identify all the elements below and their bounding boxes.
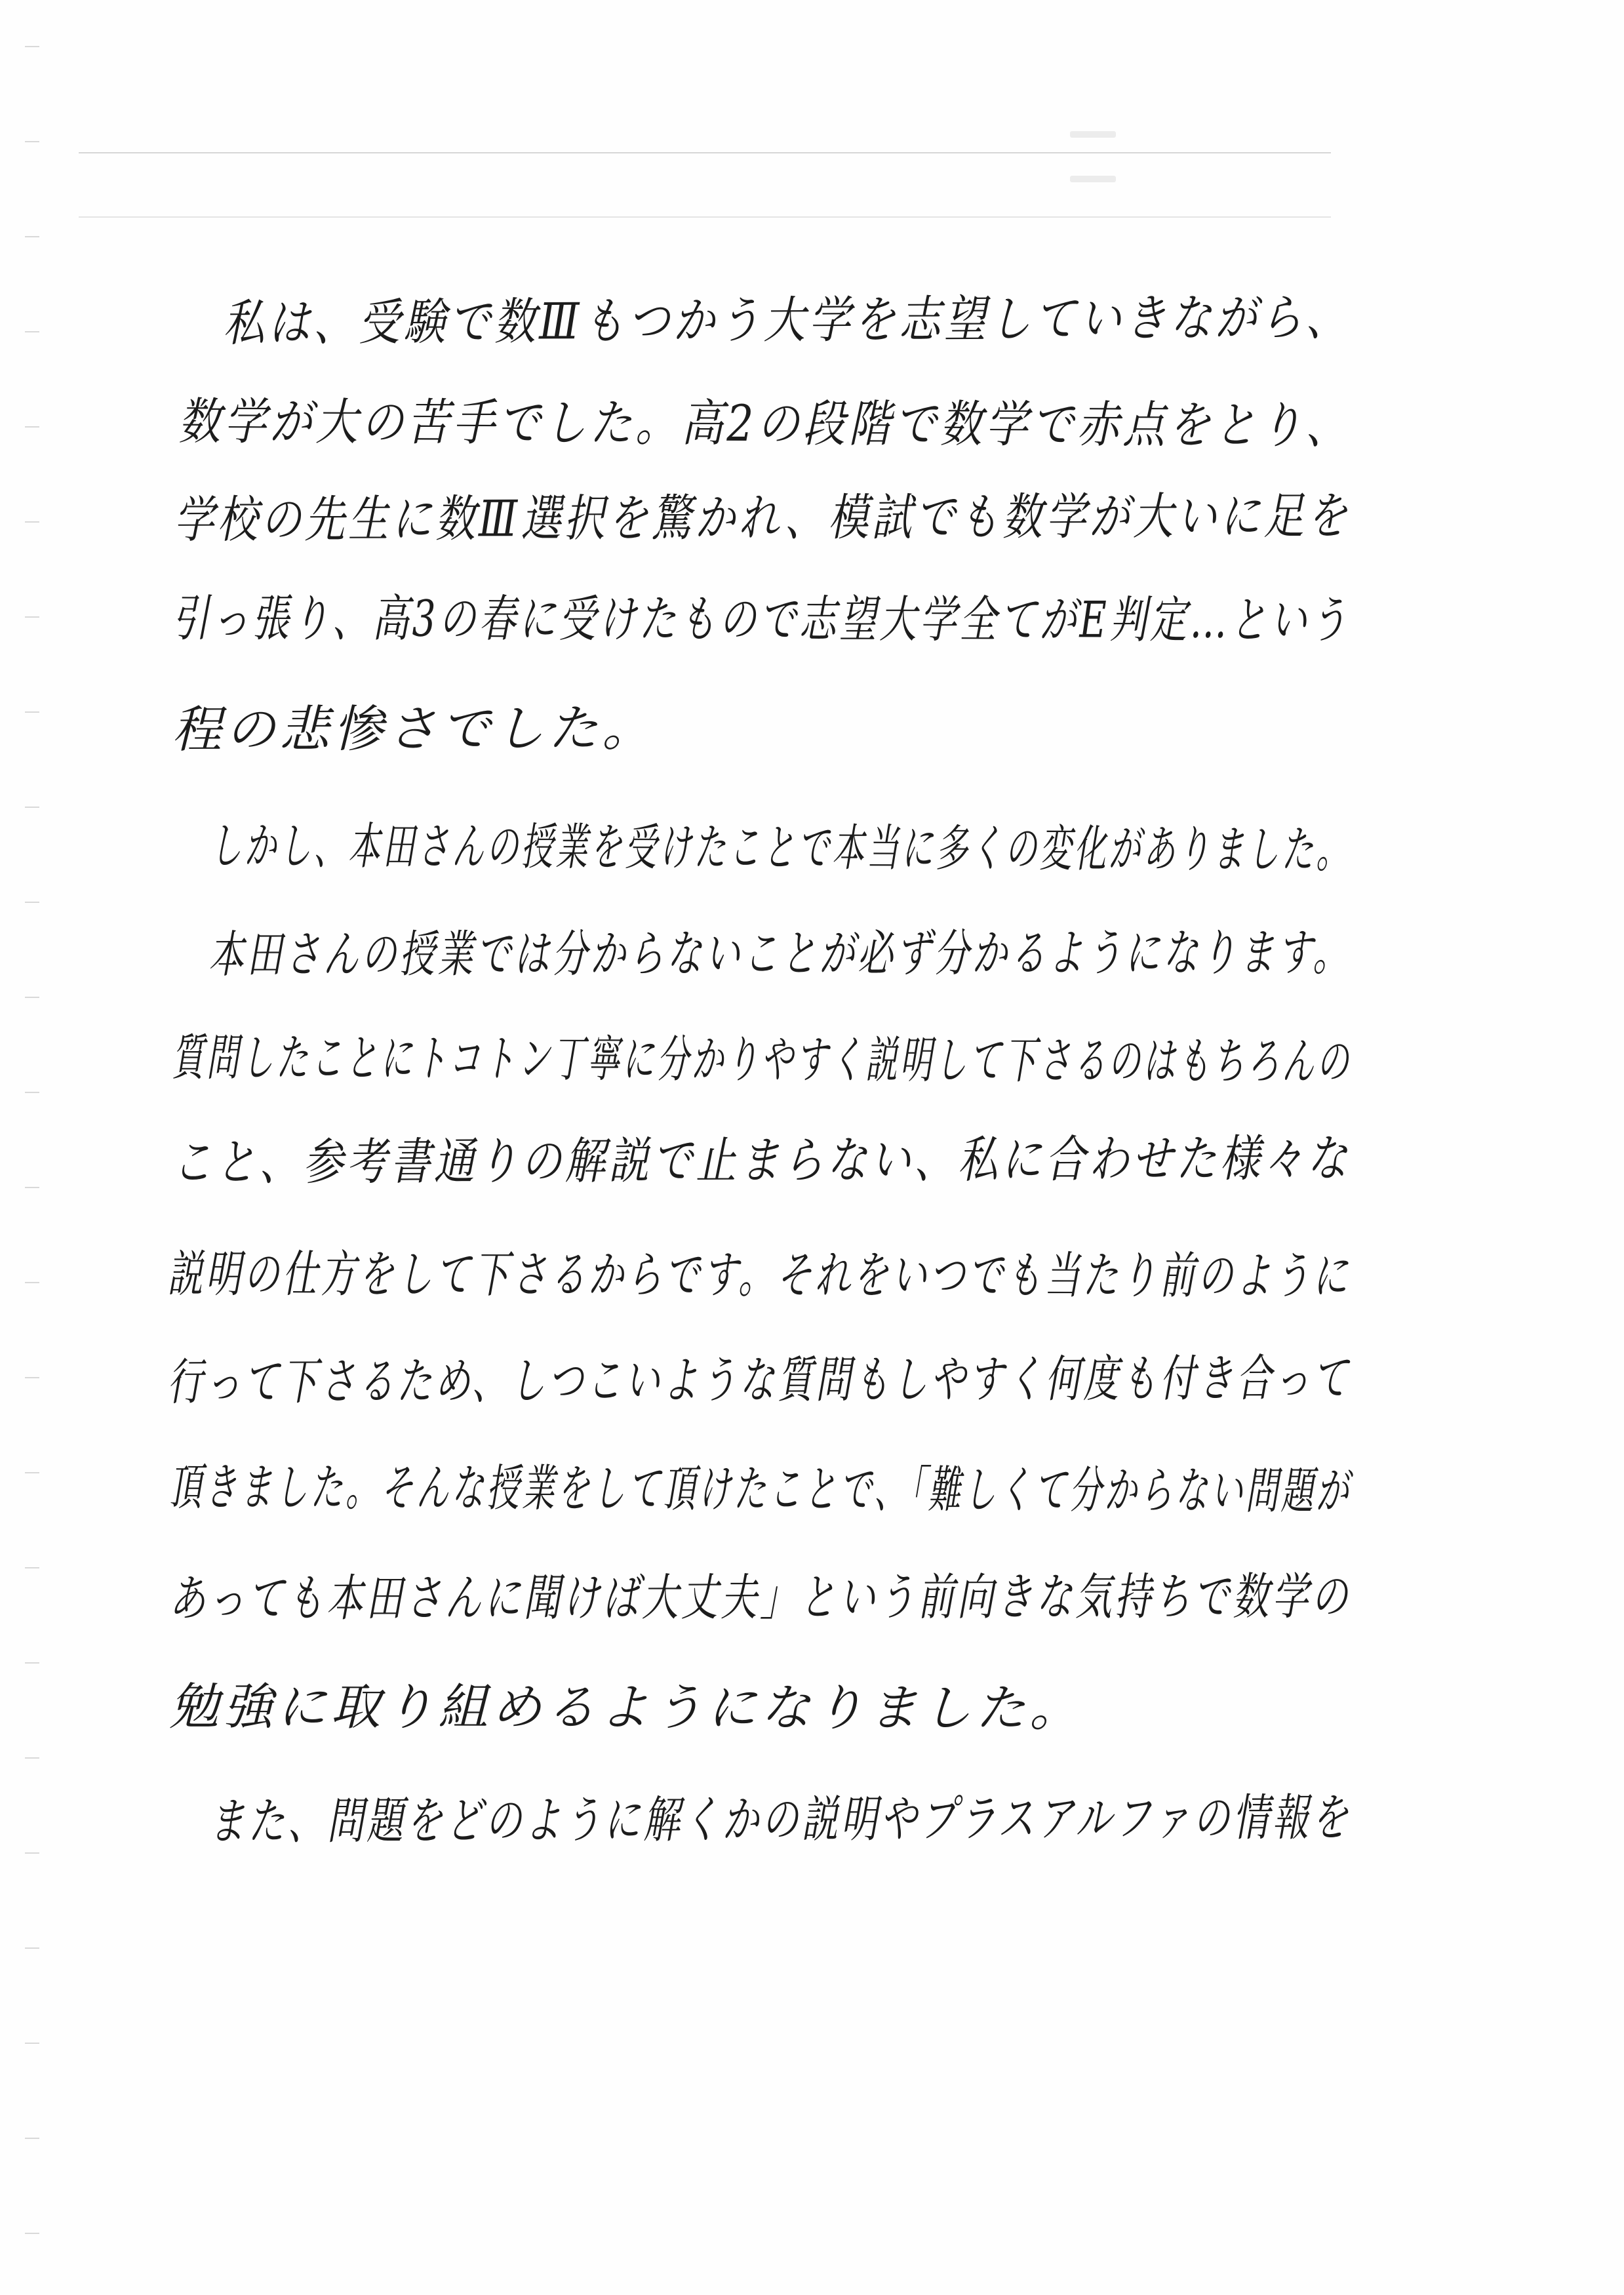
binder-tick — [25, 46, 39, 47]
handwritten-line: 本田さんの授業では分からないことが必ず分かるようになります。 — [208, 923, 1351, 984]
binder-tick — [25, 426, 39, 428]
binder-tick — [25, 2138, 39, 2139]
handwritten-line: 行って下さるため、しつこいような質問もしやすく何度も付き合って — [167, 1348, 1351, 1411]
binder-tick — [25, 1187, 39, 1188]
handwritten-line: 程の悲惨さでした。 — [171, 698, 656, 759]
handwritten-line: 頂きました。そんな授業をして頂けたことで、「難しくて分からない問題が — [168, 1458, 1352, 1521]
handwritten-line: 私は、受験で数Ⅲもつかう大学を志望していきながら、 — [222, 287, 1351, 352]
binder-tick — [25, 141, 39, 142]
binder-tick — [25, 1662, 39, 1664]
handwritten-line: 勉強に取り組めるようになりました。 — [168, 1677, 1084, 1738]
binder-tick — [25, 1947, 39, 1949]
header-rule-top — [79, 152, 1331, 153]
binder-tick — [25, 997, 39, 998]
handwritten-line: こと、参考書通りの解説で止まらない、私に合わせた様々な — [171, 1128, 1351, 1191]
header-mark — [1070, 131, 1116, 138]
binder-tick — [25, 331, 39, 332]
binder-tick — [25, 1472, 39, 1473]
handwritten-line: 引っ張り、高3の春に受けたもので志望大学全てがE判定…という — [171, 589, 1350, 650]
handwritten-line: しかし、本田さんの授業を受けたことで本当に多くの変化がありました。 — [209, 816, 1351, 879]
binder-tick — [25, 1282, 39, 1283]
binder-tick — [25, 1092, 39, 1093]
header-mark — [1070, 176, 1116, 182]
binder-tick — [25, 521, 39, 523]
binder-tick — [25, 807, 39, 808]
handwritten-line: 質問したことにトコトン丁寧に分かりやすく説明して下さるのはもちろんの — [171, 1028, 1352, 1091]
binder-tick — [25, 2233, 39, 2234]
binder-tick — [25, 1567, 39, 1568]
handwritten-line: あっても本田さんに聞けば大丈夫」という前向きな気持ちで数学の — [168, 1567, 1351, 1627]
binder-tick — [25, 1377, 39, 1378]
binder-ticks — [0, 0, 39, 2295]
binder-tick — [25, 1852, 39, 1854]
binder-tick — [25, 236, 39, 237]
binder-tick — [25, 711, 39, 713]
handwritten-line: 説明の仕方をして下さるからです。それをいつでも当たり前のように — [167, 1245, 1351, 1306]
header-rule-bottom — [79, 216, 1331, 218]
binder-tick — [25, 616, 39, 618]
binder-tick — [25, 902, 39, 903]
handwritten-line: また、問題をどのように解くかの説明やプラスアルファの情報を — [208, 1787, 1351, 1850]
binder-tick — [25, 2043, 39, 2044]
handwritten-line: 数学が大の苦手でした。高2の段階で数学で赤点をとり、 — [178, 392, 1351, 455]
binder-tick — [25, 1757, 39, 1759]
handwritten-line: 学校の先生に数Ⅲ選択を驚かれ、模試でも数学が大いに足を — [173, 486, 1351, 549]
